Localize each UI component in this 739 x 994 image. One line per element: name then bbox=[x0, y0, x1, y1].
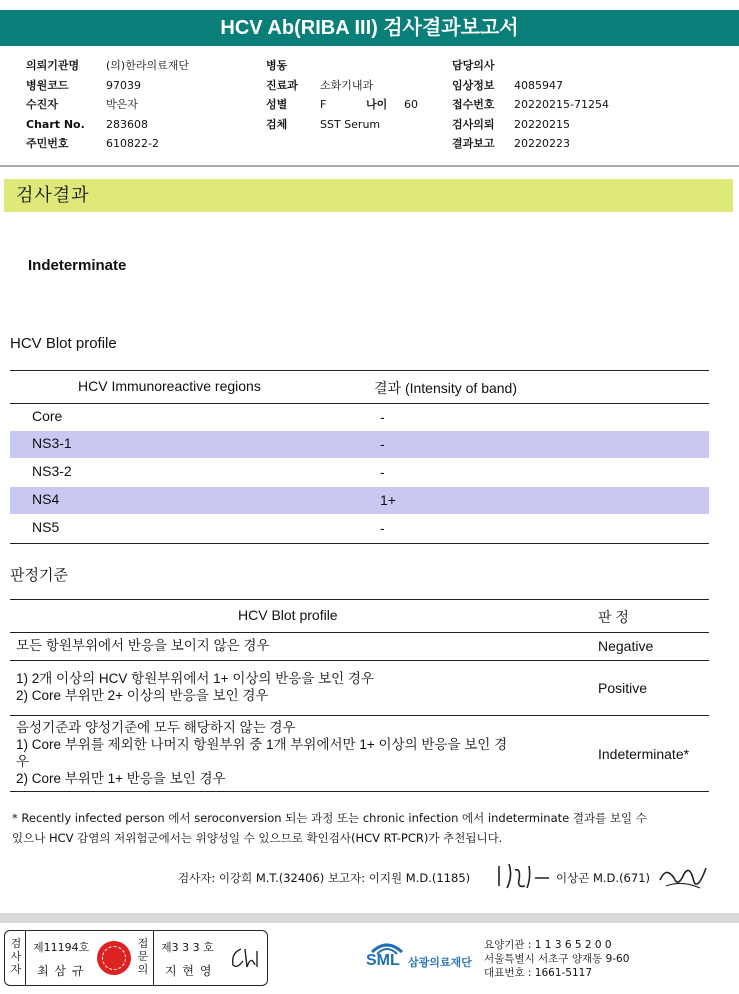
header-col1 bbox=[26, 56, 189, 154]
footnote-line: 있으나 HCV 감염의 저위험군에서는 위양성일 수 있으므로 확인검사(HCV RT-PCR)가 추천됩니다. bbox=[12, 831, 503, 845]
label-patient: 수진자 bbox=[26, 98, 58, 111]
judgement-positive: Positive bbox=[598, 680, 648, 696]
label-institution: 의뢰기관명 bbox=[26, 59, 80, 72]
header-col3 bbox=[452, 56, 609, 154]
criteria-col-profile: HCV Blot profile bbox=[238, 607, 338, 623]
value-patient: 박은자 bbox=[106, 98, 138, 111]
band-cell: 1+ bbox=[380, 492, 396, 508]
value-sex: F bbox=[320, 98, 327, 111]
stamp-signature bbox=[227, 943, 261, 973]
label-ward: 병동 bbox=[266, 59, 288, 72]
official-seal-icon bbox=[97, 941, 131, 975]
criteria-header-rule bbox=[10, 632, 709, 633]
stamp-left-vertical: 검사자 bbox=[10, 937, 22, 976]
sml-logo-text: SML bbox=[366, 952, 400, 969]
criteria-line: 음성기준과 양성기준에 모두 해당하지 않는 경우 bbox=[16, 720, 296, 735]
region-cell: NS3-1 bbox=[32, 435, 72, 451]
stamp-right-name: 지 현 영 bbox=[165, 964, 213, 978]
value-department: 소화기내과 bbox=[320, 78, 374, 92]
criteria-heading: 판정기준 bbox=[10, 567, 68, 584]
value-test-request: 20220215 bbox=[514, 117, 570, 131]
label-department: 진료과 bbox=[266, 78, 298, 92]
tester-name: 검사자: 이강희 M.T.(32406) bbox=[178, 871, 325, 885]
band-cell: - bbox=[380, 520, 385, 536]
label-hospital-code: 병원코드 bbox=[26, 78, 69, 92]
label-chart-no: Chart No. bbox=[26, 117, 85, 131]
footer-address: 서울특별시 서초구 양재동 9-60 bbox=[484, 953, 630, 965]
table-row bbox=[10, 514, 709, 543]
stamp-left-name: 최 삼 규 bbox=[37, 964, 85, 978]
region-cell: NS3-2 bbox=[32, 463, 72, 479]
judgement-negative: Negative bbox=[598, 638, 654, 654]
criteria-line: 1) Core 부위를 제외한 나머지 항원부위 중 1개 부위에서만 1+ 이상의 반응을 보인 경 bbox=[16, 737, 508, 752]
footer-phone: 대표번호 : 1661-5117 bbox=[484, 967, 593, 979]
value-age: 60 bbox=[404, 98, 418, 111]
region-cell: NS4 bbox=[32, 491, 60, 507]
header-divider bbox=[0, 165, 739, 167]
judgement-indeterminate: Indeterminate* bbox=[598, 746, 690, 762]
criteria-row-rule bbox=[10, 660, 709, 661]
stamp-divider bbox=[25, 931, 26, 985]
profile-top-rule bbox=[10, 370, 709, 371]
value-result-report: 20220223 bbox=[514, 137, 570, 150]
footer-facility-no: 요양기관 : 1 1 3 6 5 2 0 0 bbox=[484, 939, 612, 951]
criteria-line: 2) Core 부위만 2+ 이상의 반응을 보인 경우 bbox=[16, 688, 269, 703]
label-sex: 성별 bbox=[266, 98, 288, 111]
footnote-line: * Recently infected person 에서 seroconversion 되는 과정 또는 chronic infection 에서 indeterminate 결과를 보일 수 bbox=[12, 811, 647, 825]
label-result-report: 결과보고 bbox=[452, 137, 495, 150]
table-row bbox=[10, 458, 709, 487]
label-specimen: 검체 bbox=[266, 117, 288, 131]
criteria-positive-text bbox=[16, 670, 374, 704]
label-clinical-info: 임상정보 bbox=[452, 78, 495, 92]
value-clinical-info: 4085947 bbox=[514, 78, 563, 92]
label-resident-no: 주민번호 bbox=[26, 137, 69, 150]
stamp-divider bbox=[153, 931, 154, 985]
footnote bbox=[12, 808, 647, 848]
value-hospital-code: 97039 bbox=[106, 78, 141, 92]
table-row bbox=[10, 404, 709, 431]
reporter2-signature bbox=[656, 860, 712, 896]
criteria-line: 1) 2개 이상의 HCV 항원부위에서 1+ 이상의 반응을 보인 경우 bbox=[16, 671, 374, 686]
band-cell: - bbox=[380, 409, 385, 425]
reporter-name: 보고자: 이지원 M.D.(1185) bbox=[327, 871, 471, 885]
band-cell: - bbox=[380, 464, 385, 480]
criteria-line: 우 bbox=[16, 754, 30, 769]
footer-info bbox=[484, 938, 629, 980]
profile-heading: HCV Blot profile bbox=[10, 335, 117, 352]
criteria-negative-text: 모든 항원부위에서 반응을 보이지 않은 경우 bbox=[16, 638, 270, 653]
value-specimen: SST Serum bbox=[320, 117, 381, 131]
criteria-top-rule bbox=[10, 599, 709, 600]
reporter-signature bbox=[495, 860, 553, 892]
overall-result: Indeterminate bbox=[28, 257, 127, 274]
criteria-bottom-rule bbox=[10, 791, 709, 792]
label-age: 나이 bbox=[366, 98, 388, 111]
label-doctor: 담당의사 bbox=[452, 59, 495, 72]
profile-col-result: 결과 (Intensity of band) bbox=[374, 380, 517, 396]
value-chart-no: 283608 bbox=[106, 117, 148, 131]
value-receipt-no: 20220215-71254 bbox=[514, 98, 609, 111]
label-receipt-no: 접수번호 bbox=[452, 98, 495, 111]
org-name: 삼광의료재단 bbox=[408, 956, 472, 969]
criteria-row-rule bbox=[10, 715, 709, 716]
table-row bbox=[10, 487, 709, 514]
stamp-right-vertical: 접문의 bbox=[137, 937, 149, 976]
report-title: HCV Ab(RIBA III) 검사결과보고서 bbox=[0, 10, 739, 46]
region-cell: Core bbox=[32, 408, 63, 424]
region-cell: NS5 bbox=[32, 519, 60, 535]
table-row bbox=[10, 431, 709, 458]
stamp-left-no: 제11194호 bbox=[33, 941, 90, 954]
criteria-col-judgement: 판 정 bbox=[598, 609, 629, 625]
signature-line bbox=[178, 870, 470, 886]
band-cell: - bbox=[380, 436, 385, 452]
section-title: 검사결과 bbox=[4, 179, 733, 212]
reporter2-name: 이상곤 M.D.(671) bbox=[556, 871, 650, 885]
stamp-right-no: 제3 3 3 호 bbox=[161, 941, 214, 954]
certification-stamp bbox=[4, 930, 268, 986]
footer-divider bbox=[0, 913, 739, 923]
criteria-indeterminate-text bbox=[16, 719, 507, 787]
header-col2 bbox=[266, 56, 418, 134]
profile-bottom-rule bbox=[10, 543, 709, 544]
value-institution: (의)한라의료재단 bbox=[106, 59, 189, 72]
value-resident-no: 610822-2 bbox=[106, 137, 159, 150]
profile-col-region: HCV Immunoreactive regions bbox=[78, 378, 261, 394]
label-test-request: 검사의뢰 bbox=[452, 117, 495, 131]
criteria-line: 2) Core 부위만 1+ 반응을 보인 경우 bbox=[16, 771, 226, 786]
